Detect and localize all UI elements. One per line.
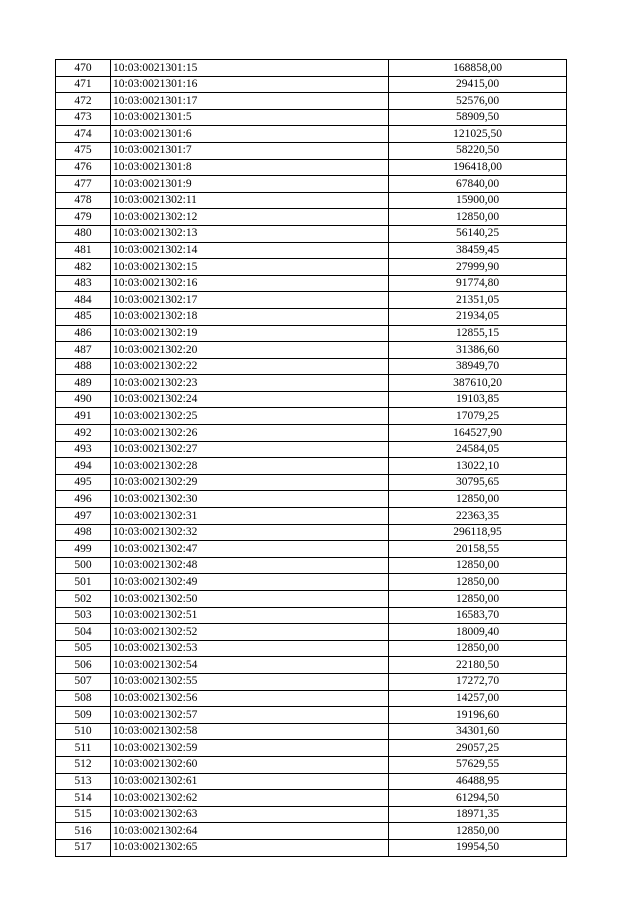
cadastral-number-cell: 10:03:0021302:13 (111, 225, 389, 242)
cadastral-number-cell: 10:03:0021302:51 (111, 607, 389, 624)
cadastral-number-cell: 10:03:0021302:17 (111, 292, 389, 309)
row-number-cell: 488 (56, 358, 111, 375)
table-row (56, 325, 567, 342)
row-number-cell: 490 (56, 391, 111, 408)
value-cell: 52576,00 (389, 93, 567, 110)
value-cell: 31386,60 (389, 342, 567, 359)
row-number-cell: 506 (56, 657, 111, 674)
table-row (56, 142, 567, 159)
cadastral-number-cell: 10:03:0021302:25 (111, 408, 389, 425)
value-cell: 13022,10 (389, 458, 567, 475)
value-cell: 12850,00 (389, 557, 567, 574)
cadastral-number-cell: 10:03:0021302:50 (111, 591, 389, 608)
value-cell: 296118,95 (389, 524, 567, 541)
row-number-cell: 483 (56, 275, 111, 292)
cadastral-number-cell: 10:03:0021302:14 (111, 242, 389, 259)
cadastral-number-cell: 10:03:0021302:29 (111, 474, 389, 491)
value-cell: 12850,00 (389, 823, 567, 840)
table-row (56, 60, 567, 77)
cadastral-number-cell: 10:03:0021302:23 (111, 375, 389, 392)
row-number-cell: 486 (56, 325, 111, 342)
cadastral-number-cell: 10:03:0021302:26 (111, 425, 389, 442)
row-number-cell: 496 (56, 491, 111, 508)
table-row (56, 707, 567, 724)
cadastral-number-cell: 10:03:0021302:53 (111, 640, 389, 657)
cadastral-number-cell: 10:03:0021302:30 (111, 491, 389, 508)
row-number-cell: 472 (56, 93, 111, 110)
row-number-cell: 492 (56, 425, 111, 442)
cadastral-number-cell: 10:03:0021302:24 (111, 391, 389, 408)
value-cell: 14257,00 (389, 690, 567, 707)
cadastral-number-cell: 10:03:0021302:16 (111, 275, 389, 292)
row-number-cell: 477 (56, 176, 111, 193)
value-cell: 164527,90 (389, 425, 567, 442)
cadastral-number-cell: 10:03:0021302:58 (111, 723, 389, 740)
table-row (56, 723, 567, 740)
cadastral-number-cell: 10:03:0021302:32 (111, 524, 389, 541)
table-row (56, 474, 567, 491)
value-cell: 61294,50 (389, 790, 567, 807)
row-number-cell: 493 (56, 441, 111, 458)
value-cell: 22180,50 (389, 657, 567, 674)
value-cell: 19196,60 (389, 707, 567, 724)
table-row (56, 756, 567, 773)
cadastral-number-cell: 10:03:0021302:64 (111, 823, 389, 840)
table-row (56, 690, 567, 707)
cadastral-number-cell: 10:03:0021302:12 (111, 209, 389, 226)
table-body (56, 60, 567, 857)
row-number-cell: 517 (56, 839, 111, 856)
value-cell: 15900,00 (389, 192, 567, 209)
value-cell: 27999,90 (389, 259, 567, 276)
table-row (56, 308, 567, 325)
cadastral-number-cell: 10:03:0021302:27 (111, 441, 389, 458)
value-cell: 22363,35 (389, 508, 567, 525)
cadastral-number-cell: 10:03:0021301:16 (111, 76, 389, 93)
cadastral-number-cell: 10:03:0021302:54 (111, 657, 389, 674)
cadastral-number-cell: 10:03:0021302:47 (111, 541, 389, 558)
row-number-cell: 495 (56, 474, 111, 491)
value-cell: 29057,25 (389, 740, 567, 757)
table-row (56, 591, 567, 608)
cadastral-number-cell: 10:03:0021302:55 (111, 673, 389, 690)
table-row (56, 126, 567, 143)
table-row (56, 76, 567, 93)
cadastral-number-cell: 10:03:0021301:9 (111, 176, 389, 193)
table-row (56, 640, 567, 657)
cadastral-number-cell: 10:03:0021301:8 (111, 159, 389, 176)
row-number-cell: 505 (56, 640, 111, 657)
cadastral-number-cell: 10:03:0021302:57 (111, 707, 389, 724)
value-cell: 18009,40 (389, 624, 567, 641)
table-row (56, 657, 567, 674)
value-cell: 16583,70 (389, 607, 567, 624)
row-number-cell: 489 (56, 375, 111, 392)
table-row (56, 458, 567, 475)
table-row (56, 192, 567, 209)
table-row (56, 541, 567, 558)
row-number-cell: 509 (56, 707, 111, 724)
value-cell: 29415,00 (389, 76, 567, 93)
cadastral-number-cell: 10:03:0021302:11 (111, 192, 389, 209)
row-number-cell: 500 (56, 557, 111, 574)
value-cell: 196418,00 (389, 159, 567, 176)
row-number-cell: 475 (56, 142, 111, 159)
cadastral-number-cell: 10:03:0021302:61 (111, 773, 389, 790)
row-number-cell: 485 (56, 308, 111, 325)
table-row (56, 242, 567, 259)
table-row (56, 823, 567, 840)
row-number-cell: 497 (56, 508, 111, 525)
cadastral-number-cell: 10:03:0021302:18 (111, 308, 389, 325)
table-row (56, 225, 567, 242)
value-cell: 58220,50 (389, 142, 567, 159)
table-row (56, 292, 567, 309)
value-cell: 12855,15 (389, 325, 567, 342)
row-number-cell: 476 (56, 159, 111, 176)
value-cell: 46488,95 (389, 773, 567, 790)
cadastral-number-cell: 10:03:0021302:19 (111, 325, 389, 342)
table-row (56, 740, 567, 757)
value-cell: 24584,05 (389, 441, 567, 458)
row-number-cell: 478 (56, 192, 111, 209)
cadastral-number-cell: 10:03:0021302:63 (111, 806, 389, 823)
cadastral-number-cell: 10:03:0021301:6 (111, 126, 389, 143)
cadastral-number-cell: 10:03:0021301:5 (111, 109, 389, 126)
table-row (56, 176, 567, 193)
table-row (56, 491, 567, 508)
cadastral-number-cell: 10:03:0021302:31 (111, 508, 389, 525)
row-number-cell: 491 (56, 408, 111, 425)
table-row (56, 607, 567, 624)
table-row (56, 839, 567, 856)
value-cell: 58909,50 (389, 109, 567, 126)
row-number-cell: 516 (56, 823, 111, 840)
table-row (56, 93, 567, 110)
row-number-cell: 499 (56, 541, 111, 558)
value-cell: 18971,35 (389, 806, 567, 823)
row-number-cell: 511 (56, 740, 111, 757)
value-cell: 17079,25 (389, 408, 567, 425)
cadastral-number-cell: 10:03:0021302:28 (111, 458, 389, 475)
row-number-cell: 504 (56, 624, 111, 641)
cadastral-number-cell: 10:03:0021301:7 (111, 142, 389, 159)
value-cell: 168858,00 (389, 60, 567, 77)
cadastral-number-cell: 10:03:0021302:65 (111, 839, 389, 856)
table-row (56, 408, 567, 425)
table-row (56, 342, 567, 359)
table-row (56, 275, 567, 292)
table-row (56, 574, 567, 591)
cadastral-number-cell: 10:03:0021301:15 (111, 60, 389, 77)
row-number-cell: 512 (56, 756, 111, 773)
cadastral-value-table (55, 59, 567, 857)
value-cell: 12850,00 (389, 491, 567, 508)
value-cell: 56140,25 (389, 225, 567, 242)
row-number-cell: 484 (56, 292, 111, 309)
cadastral-number-cell: 10:03:0021302:60 (111, 756, 389, 773)
row-number-cell: 510 (56, 723, 111, 740)
table-row (56, 159, 567, 176)
table-row (56, 773, 567, 790)
table-row (56, 425, 567, 442)
cadastral-number-cell: 10:03:0021301:17 (111, 93, 389, 110)
value-cell: 21351,05 (389, 292, 567, 309)
row-number-cell: 507 (56, 673, 111, 690)
row-number-cell: 479 (56, 209, 111, 226)
table-row (56, 524, 567, 541)
value-cell: 30795,65 (389, 474, 567, 491)
row-number-cell: 471 (56, 76, 111, 93)
row-number-cell: 473 (56, 109, 111, 126)
value-cell: 19954,50 (389, 839, 567, 856)
cadastral-number-cell: 10:03:0021302:15 (111, 259, 389, 276)
table-row (56, 259, 567, 276)
row-number-cell: 498 (56, 524, 111, 541)
value-cell: 17272,70 (389, 673, 567, 690)
value-cell: 12850,00 (389, 209, 567, 226)
row-number-cell: 482 (56, 259, 111, 276)
table-row (56, 557, 567, 574)
row-number-cell: 501 (56, 574, 111, 591)
value-cell: 12850,00 (389, 640, 567, 657)
row-number-cell: 513 (56, 773, 111, 790)
table-row (56, 391, 567, 408)
table-row (56, 806, 567, 823)
table-row (56, 209, 567, 226)
value-cell: 387610,20 (389, 375, 567, 392)
value-cell: 38949,70 (389, 358, 567, 375)
row-number-cell: 474 (56, 126, 111, 143)
row-number-cell: 514 (56, 790, 111, 807)
cadastral-number-cell: 10:03:0021302:49 (111, 574, 389, 591)
value-cell: 12850,00 (389, 591, 567, 608)
row-number-cell: 487 (56, 342, 111, 359)
row-number-cell: 480 (56, 225, 111, 242)
row-number-cell: 470 (56, 60, 111, 77)
row-number-cell: 481 (56, 242, 111, 259)
value-cell: 34301,60 (389, 723, 567, 740)
table-row (56, 624, 567, 641)
cadastral-number-cell: 10:03:0021302:62 (111, 790, 389, 807)
cadastral-number-cell: 10:03:0021302:48 (111, 557, 389, 574)
cadastral-number-cell: 10:03:0021302:59 (111, 740, 389, 757)
value-cell: 12850,00 (389, 574, 567, 591)
value-cell: 57629,55 (389, 756, 567, 773)
row-number-cell: 494 (56, 458, 111, 475)
row-number-cell: 502 (56, 591, 111, 608)
cadastral-number-cell: 10:03:0021302:22 (111, 358, 389, 375)
value-cell: 67840,00 (389, 176, 567, 193)
table-row (56, 441, 567, 458)
cadastral-number-cell: 10:03:0021302:52 (111, 624, 389, 641)
table-row (56, 673, 567, 690)
table-row (56, 109, 567, 126)
value-cell: 91774,80 (389, 275, 567, 292)
value-cell: 38459,45 (389, 242, 567, 259)
value-cell: 19103,85 (389, 391, 567, 408)
table-row (56, 358, 567, 375)
table-row (56, 508, 567, 525)
row-number-cell: 508 (56, 690, 111, 707)
row-number-cell: 515 (56, 806, 111, 823)
table-row (56, 790, 567, 807)
value-cell: 21934,05 (389, 308, 567, 325)
table-row (56, 375, 567, 392)
row-number-cell: 503 (56, 607, 111, 624)
value-cell: 20158,55 (389, 541, 567, 558)
value-cell: 121025,50 (389, 126, 567, 143)
cadastral-number-cell: 10:03:0021302:20 (111, 342, 389, 359)
cadastral-number-cell: 10:03:0021302:56 (111, 690, 389, 707)
